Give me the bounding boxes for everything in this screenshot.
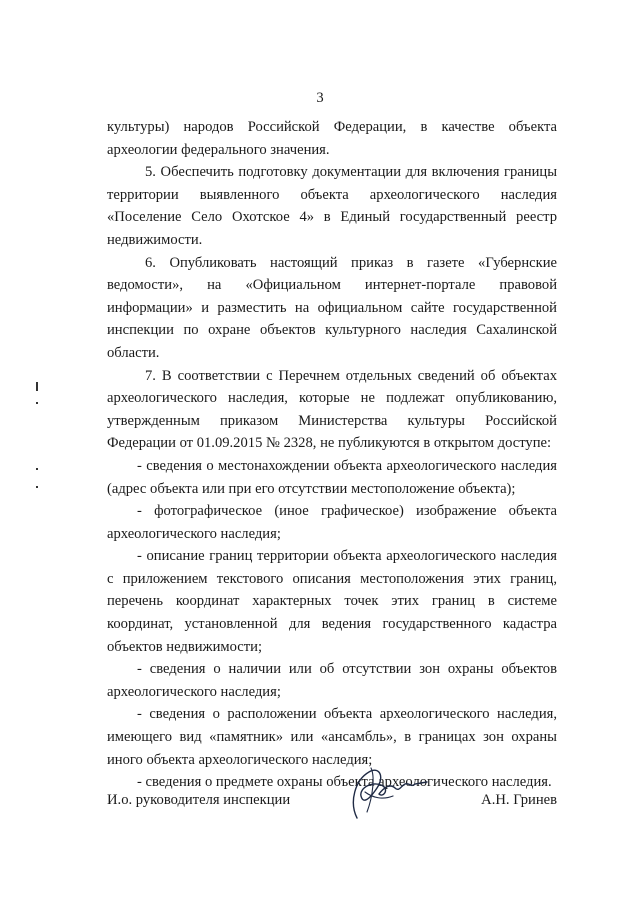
paragraph-continuation: культуры) народов Российской Федерации, в качестве объекта археологии федерального значения. (107, 119, 557, 158)
document-body (107, 116, 557, 794)
signature-block (107, 786, 557, 826)
list-item: - сведения о предмете охраны объекта археологического наследия. (137, 774, 552, 791)
margin-mark (36, 468, 38, 470)
signatory-role: И.о. руководителя инспекции (107, 792, 291, 808)
paragraph-item-7: 7. В соответствии с Перечнем отдельных сведений об объектах археологического наследия, которые не подлежат опубликованию, утвержденным приказом Министерства культуры Российской Федерации от 01.09.2015 № 2328, не публикуются в открытом доступе: (107, 367, 557, 452)
signatory-name: А.Н. Гринев (481, 792, 557, 808)
margin-mark (36, 382, 38, 391)
handwritten-signature (339, 762, 429, 824)
margin-mark (36, 486, 38, 488)
margin-mark (36, 402, 38, 404)
list-item: - фотографическое (иное графическое) изображение объекта археологического наследия; (107, 503, 557, 542)
list-item: - сведения о расположении объекта археологического наследия, имеющего вид «памятник» или «ансамбль», в границах зон охраны иного объекта археологического наследия; (107, 706, 557, 768)
list-item: - описание границ территории объекта археологического наследия с приложением текстового описания местоположения этих границ, перечень координат характерных точек этих границ в системе координат, установленной для ведения государственного кадастра объектов недвижимости; (107, 548, 557, 655)
paragraph-item-5: 5. Обеспечить подготовку документации для включения границы территории выявленного объекта археологического наследия «Поселение Село Охотское 4» в Единый государственный реестр недвижимости. (107, 164, 557, 248)
list-item: - сведения о наличии или об отсутствии зон охраны объектов археологического наследия; (107, 661, 557, 700)
paragraph-item-6: 6. Опубликовать настоящий приказ в газете «Губернские ведомости», на «Официальном интернет-портале правовой информации» и разместить на официальном сайте государственной инспекции по охране объектов культурного наследия Сахалинской области. (107, 254, 557, 361)
list-item: - сведения о местонахождении объекта археологического наследия (адрес объекта или при его отсутствии местоположение объекта); (107, 457, 557, 497)
page-number: 3 (316, 90, 324, 106)
